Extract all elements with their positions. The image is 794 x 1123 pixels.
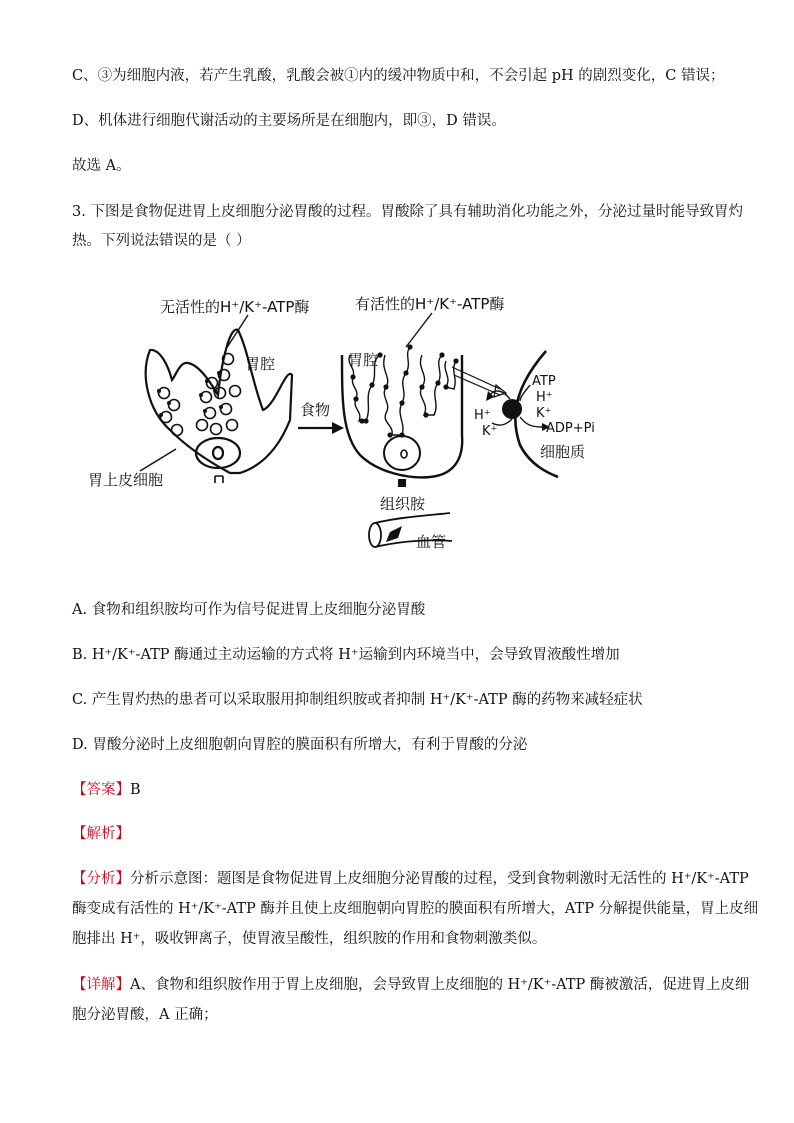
fenxi-line-2: 酶变成有活性的 H⁺/K⁺-ATP 酶并且使上皮细胞朝向胃腔的膜面积有所增大，ATP 分解提供能量，胃上皮细 (72, 901, 759, 917)
answer-tag: 【答案】 (72, 782, 130, 798)
analysis-tag: 【解析】 (72, 826, 130, 842)
pump-enzyme (502, 399, 522, 419)
option-c: C. 产生胃灼热的患者可以采取服用抑制组织胺或者抑制 H⁺/K⁺-ATP 酶的药物来减轻症状 (72, 692, 643, 708)
line-d-analysis: D、机体进行细胞代谢活动的主要场所是在细胞内，即③，D 错误。 (72, 113, 506, 129)
adp-pi-label: ADP+Pi (546, 421, 595, 436)
cytoplasm-label: 细胞质 (540, 443, 586, 461)
blood-vessel-end (369, 523, 381, 547)
active-nucleolus (401, 450, 407, 458)
zoom-line-1 (452, 367, 500, 389)
epithelial-cell-label: 胃上皮细胞 (88, 471, 164, 489)
h-out-label: H⁺ (474, 408, 491, 423)
food-arrowhead (332, 422, 344, 434)
answer-line (72, 780, 141, 800)
food-label: 食物 (300, 401, 331, 419)
question-3-line-2: 热。下列说法错误的是（ ） (72, 233, 251, 249)
k-out-label: K⁺ (482, 424, 498, 439)
fenxi-line-3: 胞排出 H⁺，吸收钾离子，使胃液呈酸性，组织胺的作用和食物刺激类似。 (72, 931, 547, 947)
xiangjie-line-2: 胞分泌胃酸，A 正确； (72, 1007, 218, 1023)
xiangjie-text-1: A、食物和组织胺作用于胃上皮细胞，会导致胃上皮细胞的 H⁺/K⁺-ATP 酶被激活，促进胃上皮细 (130, 977, 750, 993)
xiangjie-tag: 【详解】 (72, 977, 130, 993)
line-c-analysis: C、③为细胞内液，若产生乳酸，乳酸会被①内的缓冲物质中和，不会引起 pH 的剧烈变化，C 错误； (72, 68, 725, 84)
gastric-acid-secretion-figure (80, 285, 620, 570)
question-3-line-1: 3. 下图是食物促进胃上皮细胞分泌胃酸的过程。胃酸除了具有辅助消化功能之外，分泌过量时能导致胃灼 (72, 204, 743, 220)
active-enzyme-label: 有活性的H⁺/K⁺-ATP酶 (355, 295, 505, 313)
fenxi-line-1 (72, 869, 749, 889)
active-enzyme-pointer (406, 313, 432, 347)
k-in-label: K⁺ (536, 406, 552, 421)
fenxi-tag: 【分析】 (72, 871, 130, 887)
line-choose: 故选 A。 (72, 158, 131, 174)
active-nucleus (384, 436, 420, 470)
atp-label: ATP (532, 374, 556, 389)
h-in-label: H⁺ (536, 390, 553, 405)
inactive-enzyme-pointer (226, 315, 248, 349)
lumen-label-left: 胃腔 (245, 355, 276, 373)
lumen-label-right: 胃腔 (348, 351, 379, 369)
answer-value: B (130, 782, 141, 798)
option-a: A. 食物和组织胺均可作为信号促进胃上皮细胞分泌胃酸 (72, 602, 426, 618)
basal-receptor-left (215, 476, 223, 483)
epithelial-cell-pointer (140, 449, 176, 471)
inactive-cell (146, 330, 292, 473)
histamine-receptor (398, 479, 406, 487)
inactive-enzyme-label: 无活性的H⁺/K⁺-ATP酶 (160, 298, 310, 316)
histamine-molecule (386, 526, 402, 542)
fenxi-text-1: 分析示意图：题图是食物促进胃上皮细胞分泌胃酸的过程，受到食物刺激时无活性的 H⁺/K⁺-ATP (130, 871, 749, 887)
option-d: D. 胃酸分泌时上皮细胞朝向胃腔的膜面积有所增大，有利于胃酸的分泌 (72, 737, 528, 753)
histamine-label: 组织胺 (380, 495, 426, 513)
blood-vessel-label: 血管 (416, 533, 447, 551)
xiangjie-line-1 (72, 975, 749, 995)
option-b: B. H⁺/K⁺-ATP 酶通过主动运输的方式将 H⁺运输到内环境当中，会导致胃液酸性增加 (72, 647, 620, 663)
